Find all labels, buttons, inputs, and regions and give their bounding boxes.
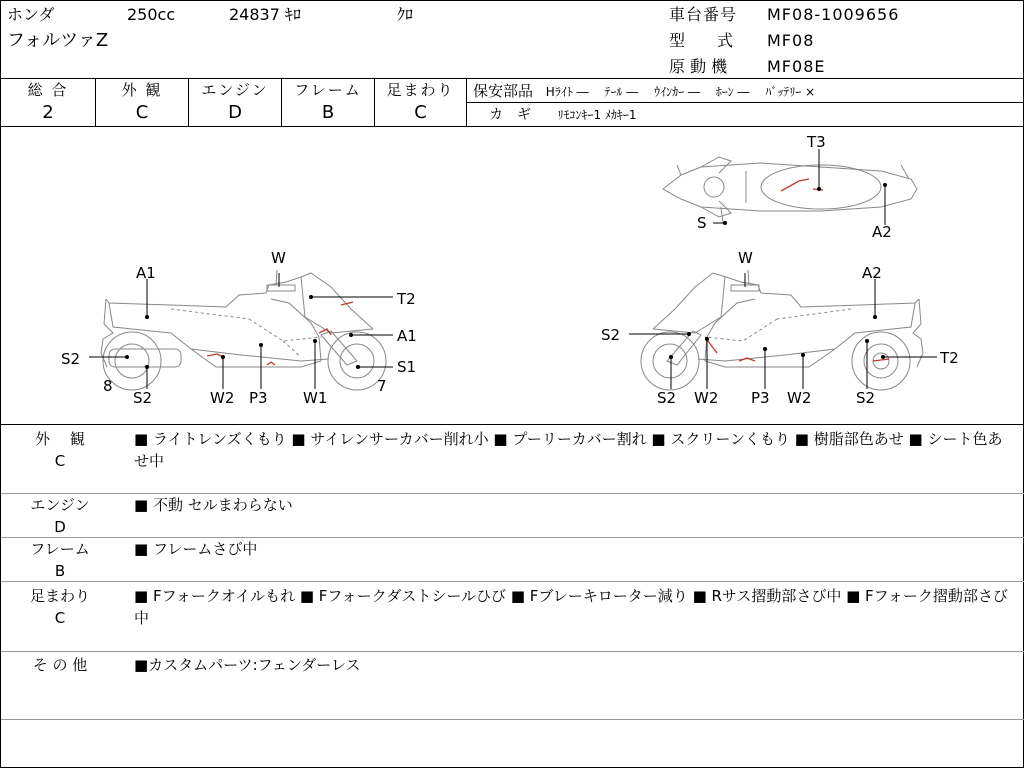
diagram-label-left: P3 [249, 389, 268, 407]
diagram-label-left: W1 [303, 389, 328, 407]
section-text: ■ Fフォークオイルもれ ■ Fフォークダストシールひび ■ Fブレーキローター減り ■ Rサス摺動部さび中 ■ Fフォーク摺動部さび中 [134, 587, 1008, 627]
section-text: ■カスタムパーツ:フェンダーレス [134, 656, 361, 674]
diagram-label-left: T2 [397, 290, 416, 308]
frame-no-label: 車台番号 [669, 5, 738, 24]
diagram-label-left: S2 [133, 389, 153, 407]
displacement: 250cc [127, 5, 176, 24]
grade-label: エンジン [201, 81, 269, 99]
safety-parts [467, 79, 1024, 127]
mileage: 24837 ｷﾛ [229, 5, 301, 24]
keys-label: カ ギ [489, 107, 531, 123]
grade-label: 外 観 [121, 81, 163, 99]
engine-label: 原 動 機 [669, 57, 728, 76]
grade-engine [189, 79, 282, 127]
keys-row [467, 103, 1024, 127]
grade-row [1, 79, 1024, 127]
section-category: エンジン D [30, 496, 90, 536]
safety-parts-row [467, 79, 1024, 103]
section-suspension [1, 582, 1024, 652]
keys-value: ﾘﾓｺﾝｷｰ1 ﾒｶｷｰ1 [557, 108, 637, 122]
diagram-label-right: A2 [862, 264, 882, 282]
grade-exterior [96, 79, 189, 127]
grade-suspension [375, 79, 467, 127]
diagram-label-right: W2 [694, 389, 719, 407]
diagram-label-top: A2 [872, 223, 892, 241]
diagram-label-right: S2 [856, 389, 876, 407]
diagram-label-left: A1 [136, 264, 156, 282]
grade-value: D [228, 102, 242, 123]
color: ｸﾛ [397, 5, 414, 24]
section-text: ■ フレームさび中 [134, 540, 258, 558]
grade-total [1, 79, 96, 127]
grade-value: C [135, 102, 149, 123]
damage-mark-seat [781, 179, 809, 191]
grade-label: 総 合 [27, 81, 69, 99]
vehicle-header [1, 1, 1024, 79]
grade-label: 足まわり [386, 81, 455, 99]
section-text: ■ 不動 セルまわらない [134, 496, 293, 514]
section-text: ■ ライトレンズくもり ■ サイレンサーカバー削れ小 ■ プーリーカバー割れ ■ スクリーンくもり ■ 樹脂部色あせ ■ シート色あせ中 [134, 430, 1003, 470]
frame-no: MF08-1009656 [767, 5, 900, 24]
damage-mark-rear-wheel [873, 359, 889, 361]
diagram-label-top: T3 [807, 133, 826, 151]
diagram-label-top: S [697, 214, 707, 232]
section-category: 足まわり C [29, 587, 90, 627]
diagram-label-right: S2 [601, 326, 621, 344]
damage-diagram-svg [1, 127, 1023, 425]
diagram-label-left: 8 [103, 377, 113, 395]
safety-parts-title: 保安部品 [473, 82, 534, 100]
maker: ホンダ [7, 5, 55, 24]
diagram-label-right: T2 [940, 349, 959, 367]
damage-mark-floor [267, 362, 275, 365]
section-exterior [1, 425, 1024, 494]
section-category: 外 観 C [35, 430, 85, 470]
safety-parts-items: Hﾗｲﾄ ― ﾃｰﾙ ― ｳｲﾝｶｰ ― ﾎｰﾝ ― ﾊﾞｯﾃﾘｰ × [545, 85, 816, 99]
model-name: フォルツァZ [7, 30, 109, 51]
diagram-label-right: W2 [787, 389, 812, 407]
grade-value: C [414, 102, 427, 123]
type-label: 型 式 [669, 31, 734, 50]
diagram-label-left: S2 [61, 350, 81, 368]
type-value: MF08 [767, 31, 815, 50]
damage-mark-front [319, 329, 331, 335]
diagram-label-left: A1 [397, 327, 417, 345]
grade-value: 2 [42, 102, 54, 123]
scooter-left-side-drawing [101, 270, 386, 390]
diagram-label-right: P3 [751, 389, 770, 407]
diagram-label-right: S2 [657, 389, 677, 407]
diagram-label-left: 7 [377, 377, 387, 395]
grade-label: フレーム [294, 81, 362, 99]
diagram-label-left: S1 [397, 358, 417, 376]
grade-frame [282, 79, 375, 127]
damage-mark-side [207, 354, 223, 357]
section-category: そ の 他 [32, 656, 88, 674]
scooter-right-side-drawing [641, 270, 923, 390]
engine-value: MF08E [767, 57, 826, 76]
grade-value: B [321, 102, 335, 123]
section-other [1, 652, 1024, 720]
diagram-label-left: W2 [210, 389, 235, 407]
diagram-label-left: W [271, 249, 286, 267]
damage-diagram [1, 127, 1024, 425]
diagram-label-right: W [738, 249, 753, 267]
section-frame [1, 538, 1024, 582]
section-category: フレーム B [30, 540, 90, 580]
section-engine [1, 494, 1024, 538]
